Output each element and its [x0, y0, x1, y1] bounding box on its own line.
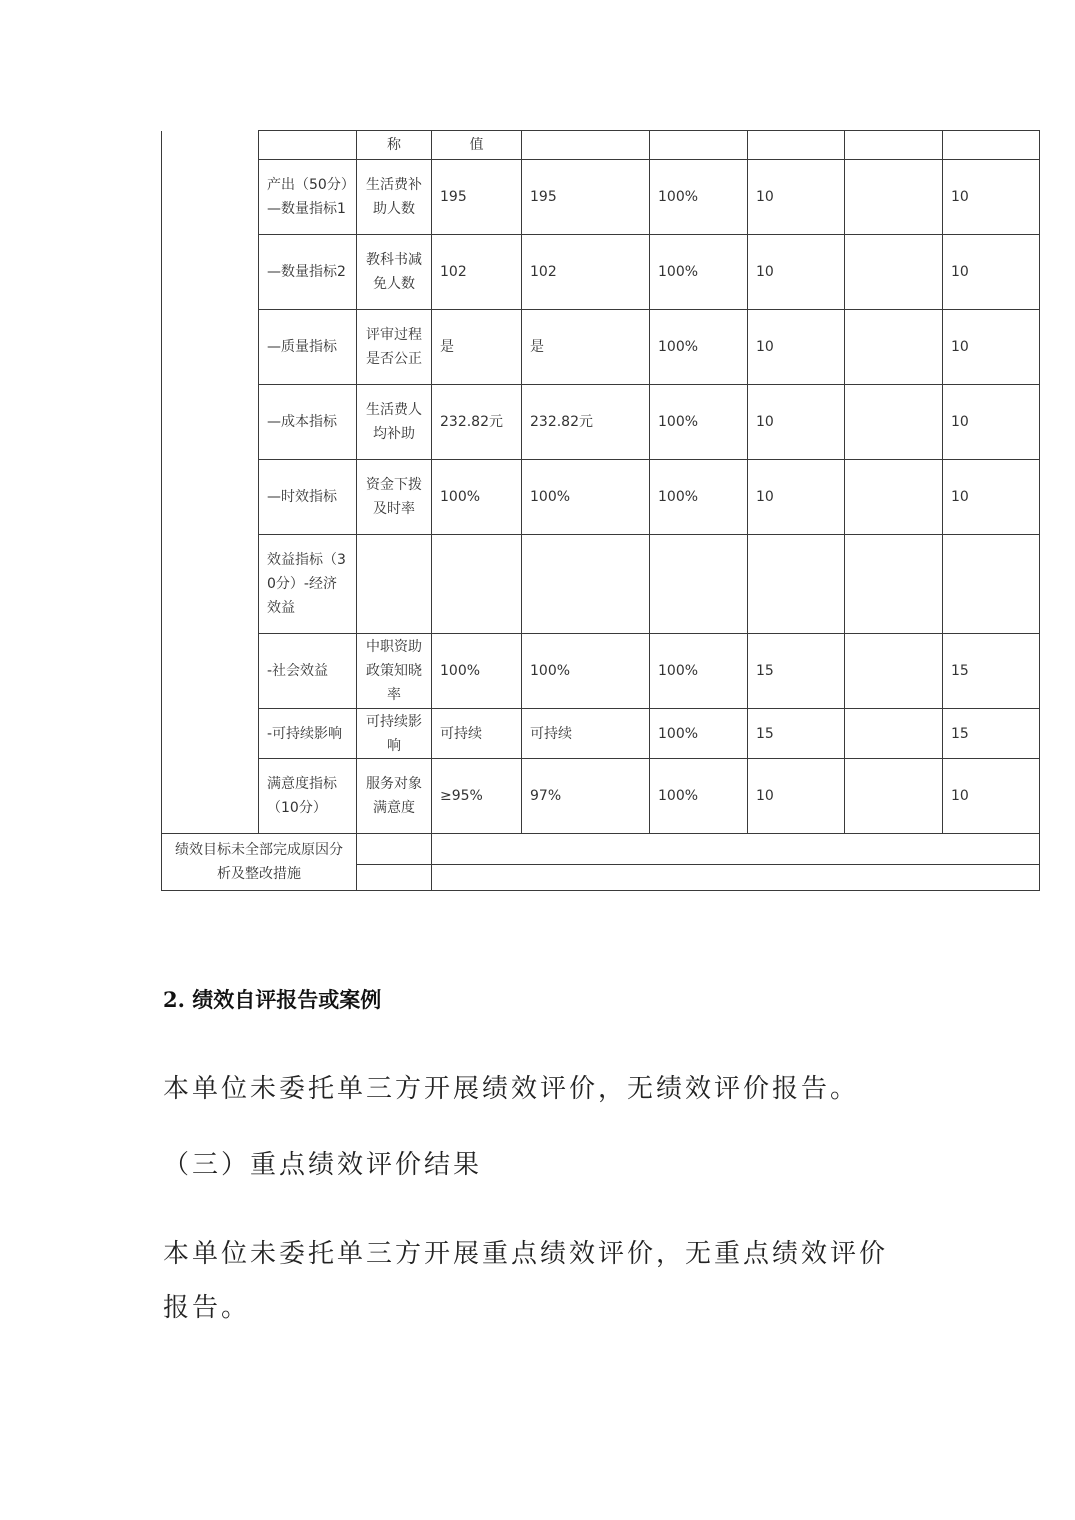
target-value-cell: 100%: [432, 634, 522, 709]
deduction-cell: [845, 634, 943, 709]
target-value-cell: 100%: [432, 460, 522, 535]
actual-value-cell: 97%: [522, 759, 650, 834]
indicator-name-cell: 资金下拨及时率: [357, 460, 432, 535]
completion-rate-cell: 100%: [650, 160, 748, 235]
completion-rate-cell: 100%: [650, 385, 748, 460]
paragraph-no-report: 本单位未委托单三方开展绩效评价，无绩效评价报告。: [163, 1074, 860, 1104]
indicator-name-cell: 服务对象满意度: [357, 759, 432, 834]
completion-rate-cell: 100%: [650, 634, 748, 709]
completion-rate-cell: [650, 535, 748, 634]
paragraph-key-evaluation-line1: 本单位未委托单三方开展重点绩效评价，无重点绩效评价: [163, 1239, 889, 1269]
indicator-name-cell: 教科书减免人数: [357, 235, 432, 310]
target-value-cell: 可持续: [432, 709, 522, 759]
score-cell: 10: [943, 160, 1040, 235]
weight-cell: 15: [748, 634, 845, 709]
actual-value-cell: 100%: [522, 634, 650, 709]
table-row: [162, 460, 1040, 535]
indicator-name-cell: [357, 535, 432, 634]
table-row: [162, 759, 1040, 834]
target-value-cell: 是: [432, 310, 522, 385]
table-row: [162, 634, 1040, 709]
indicator-cell: —时效指标: [259, 460, 357, 535]
table-row: [162, 535, 1040, 634]
actual-value-cell: 195: [522, 160, 650, 235]
table-footer-row: [162, 834, 1040, 865]
table-row: [162, 385, 1040, 460]
indicator-cell: -可持续影响: [259, 709, 357, 759]
footer-label-cell: 绩效目标未全部完成原因分析及整改措施: [162, 834, 357, 891]
indicator-cell: 满意度指标（10分）: [259, 759, 357, 834]
actual-value-cell: 可持续: [522, 709, 650, 759]
score-cell: 10: [943, 310, 1040, 385]
weight-cell: 10: [748, 385, 845, 460]
deduction-cell: [845, 535, 943, 634]
target-value-cell: [432, 535, 522, 634]
table-header-continuation-row: [162, 131, 1040, 160]
weight-cell: 10: [748, 460, 845, 535]
indicator-cell: 产出（50分）—数量指标1: [259, 160, 357, 235]
actual-value-cell: 102: [522, 235, 650, 310]
header-name-tail: 称: [357, 131, 432, 160]
weight-cell: 10: [748, 310, 845, 385]
table-row: [162, 235, 1040, 310]
indicator-cell: —成本指标: [259, 385, 357, 460]
score-cell: 15: [943, 709, 1040, 759]
section-title: 2. 绩效自评报告或案例: [163, 987, 382, 1012]
table-row: [162, 160, 1040, 235]
indicator-cell: -社会效益: [259, 634, 357, 709]
deduction-cell: [845, 759, 943, 834]
deduction-cell: [845, 310, 943, 385]
table-row: [162, 709, 1040, 759]
completion-rate-cell: 100%: [650, 460, 748, 535]
deduction-cell: [845, 460, 943, 535]
indicator-name-cell: 可持续影响: [357, 709, 432, 759]
indicator-cell: —质量指标: [259, 310, 357, 385]
subheading-key-evaluation: （三）重点绩效评价结果: [163, 1150, 483, 1180]
indicator-name-cell: 中职资助政策知晓率: [357, 634, 432, 709]
completion-rate-cell: 100%: [650, 759, 748, 834]
indicator-name-cell: 评审过程是否公正: [357, 310, 432, 385]
indicator-cell: 效益指标（30分）-经济效益: [259, 535, 357, 634]
performance-indicator-table: [161, 130, 1040, 891]
paragraph-key-evaluation-line2: 报告。: [163, 1293, 251, 1323]
weight-cell: 10: [748, 759, 845, 834]
left-merged-column: [162, 131, 259, 834]
weight-cell: [748, 535, 845, 634]
deduction-cell: [845, 235, 943, 310]
score-cell: 10: [943, 759, 1040, 834]
target-value-cell: ≥95%: [432, 759, 522, 834]
weight-cell: 15: [748, 709, 845, 759]
table-row: [162, 310, 1040, 385]
completion-rate-cell: 100%: [650, 310, 748, 385]
indicator-cell: —数量指标2: [259, 235, 357, 310]
score-cell: 10: [943, 385, 1040, 460]
deduction-cell: [845, 709, 943, 759]
completion-rate-cell: 100%: [650, 235, 748, 310]
weight-cell: 10: [748, 160, 845, 235]
actual-value-cell: 是: [522, 310, 650, 385]
score-cell: 15: [943, 634, 1040, 709]
indicator-name-cell: 生活费人均补助: [357, 385, 432, 460]
deduction-cell: [845, 385, 943, 460]
score-cell: [943, 535, 1040, 634]
indicator-name-cell: 生活费补助人数: [357, 160, 432, 235]
target-value-cell: 102: [432, 235, 522, 310]
actual-value-cell: 100%: [522, 460, 650, 535]
completion-rate-cell: 100%: [650, 709, 748, 759]
header-value-tail: 值: [432, 131, 522, 160]
score-cell: 10: [943, 460, 1040, 535]
score-cell: 10: [943, 235, 1040, 310]
actual-value-cell: [522, 535, 650, 634]
weight-cell: 10: [748, 235, 845, 310]
actual-value-cell: 232.82元: [522, 385, 650, 460]
target-value-cell: 195: [432, 160, 522, 235]
deduction-cell: [845, 160, 943, 235]
target-value-cell: 232.82元: [432, 385, 522, 460]
